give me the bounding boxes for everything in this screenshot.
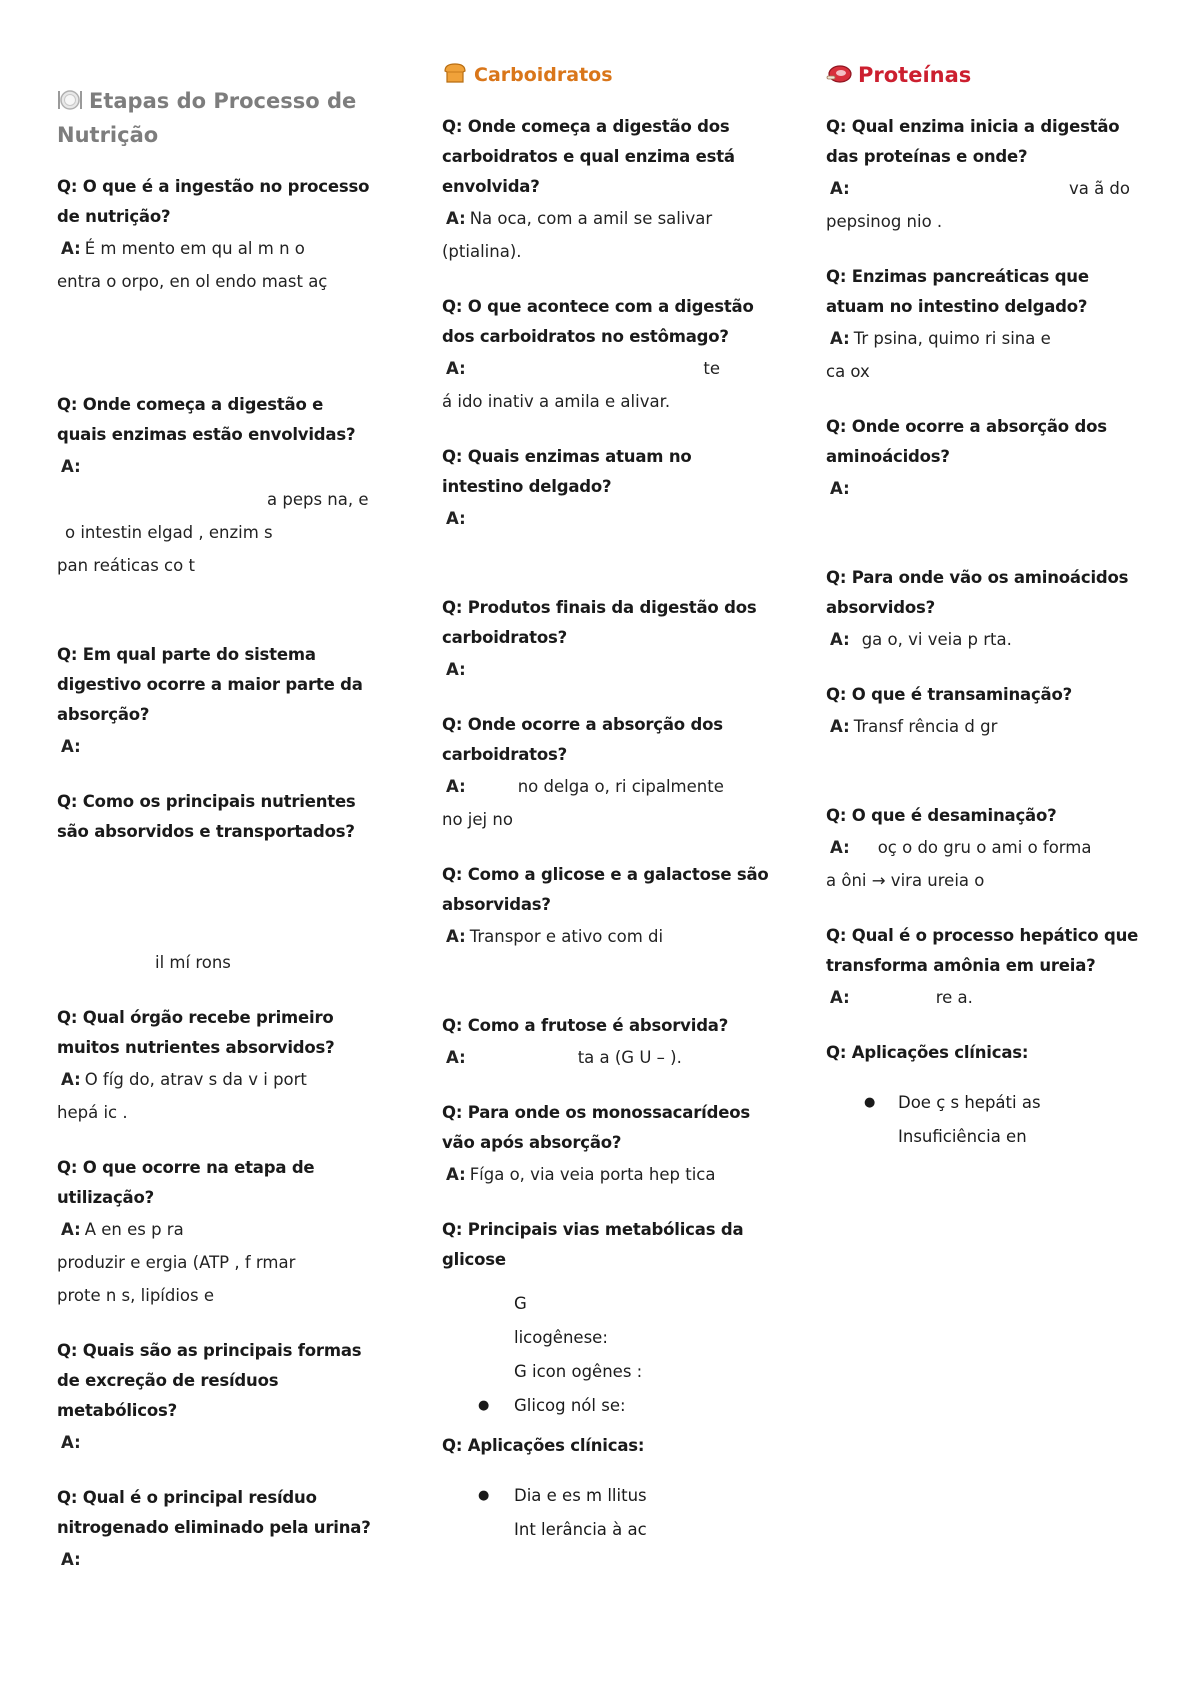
qa-item (826, 563, 1146, 656)
list-item: licogênese: (514, 1328, 608, 1347)
qa-item (442, 1011, 772, 1074)
column-etapas (57, 84, 377, 1600)
question: Q: Qual enzima inicia a digestão das proteínas e onde? (826, 117, 1120, 166)
qa-item (442, 1098, 772, 1191)
answer: A: (446, 509, 466, 528)
answer: A: Na oca, com a amil se salivar (ptialina). (442, 209, 713, 261)
answer: A: no delga o, ri cipalmente no jej no (442, 777, 724, 829)
column-carboidratos (442, 58, 772, 1571)
qa-item (826, 921, 1146, 1014)
answer: A: (61, 737, 81, 756)
list-item: ● Doe ç s hepáti as (826, 1086, 1146, 1120)
qa-item (826, 262, 1146, 388)
qa-item (57, 787, 377, 979)
question: Q: Qual é o principal resíduo nitrogenado eliminado pela urina? (57, 1488, 371, 1537)
answer: A: va ã do pepsinog nio . (826, 179, 1130, 231)
list-item: ● Dia e es m llitus (442, 1479, 772, 1513)
qa-item (442, 593, 772, 686)
question: Q: Produtos finais da digestão dos carboidratos? (442, 598, 757, 647)
question: Q: Qual é o processo hepático que transforma amônia em ureia? (826, 926, 1139, 975)
answer: A: oç o do gru o ami o forma a ôni → vira ureia o (826, 838, 1092, 890)
answer: A: Transf rência d gr (830, 717, 998, 736)
qa-item (57, 1153, 377, 1312)
qa-item (442, 860, 772, 987)
question: Q: O que é desaminação? (826, 806, 1057, 825)
qa-item (826, 112, 1146, 238)
section-title-text: Carboidratos (474, 64, 613, 86)
question: Q: Enzimas pancreáticas que atuam no intestino delgado? (826, 267, 1089, 316)
answer: A: Transpor e ativo com di (446, 927, 664, 946)
qa-item (826, 1038, 1146, 1154)
qa-item (57, 1483, 377, 1576)
answer: A: a peps na, e o intestin elgad , enzim s pan reáticas co t (57, 457, 369, 575)
question: Q: Onde começa a digestão dos carboidratos e qual enzima está envolvida? (442, 117, 735, 196)
question: Q: Como a glicose e a galactose são absorvidas? (442, 865, 769, 914)
question: Q: Quais são as principais formas de excreção de resíduos metabólicos? (57, 1341, 362, 1420)
list-item: Int lerância à ac (514, 1520, 647, 1539)
glicose-pathways-list (442, 1287, 772, 1423)
qa-item (57, 172, 377, 366)
section-title-proteinas (826, 58, 1146, 92)
question: Q: Para onde vão os aminoácidos absorvidos? (826, 568, 1129, 617)
qa-item (57, 1336, 377, 1459)
clinical-list (442, 1479, 772, 1547)
qa-item (442, 1431, 772, 1547)
question: Q: O que acontece com a digestão dos carboidratos no estômago? (442, 297, 754, 346)
qa-item (826, 801, 1146, 897)
qa-item (442, 710, 772, 836)
answer: il mí rons (155, 953, 231, 972)
qa-item (442, 442, 772, 569)
bread-icon (442, 62, 468, 84)
list-item: G icon ogênes : (514, 1362, 643, 1381)
question: Q: Onde começa a digestão e quais enzimas estão envolvidas? (57, 395, 356, 444)
qa-item (442, 1215, 772, 1423)
plate-fork-knife-icon (57, 89, 83, 111)
qa-item (442, 292, 772, 418)
qa-item (57, 640, 377, 763)
answer: A: Fíga o, via veia porta hep tica (446, 1165, 716, 1184)
question: Q: Como a frutose é absorvida? (442, 1016, 729, 1035)
clinical-list (826, 1086, 1146, 1154)
column-proteinas (826, 58, 1146, 1178)
question: Q: Aplicações clínicas: (826, 1043, 1029, 1062)
qa-item (57, 1003, 377, 1129)
question: Q: Onde ocorre a absorção dos aminoácidos? (826, 417, 1107, 466)
question: Q: Em qual parte do sistema digestivo ocorre a maior parte da absorção? (57, 645, 363, 724)
question: Q: O que é transaminação? (826, 685, 1072, 704)
answer: A: A en es p ra produzir e ergia (ATP , f rmar prote n s, lipídios e (57, 1220, 296, 1305)
question: Q: Para onde os monossacarídeos vão após absorção? (442, 1103, 750, 1152)
qa-item (442, 112, 772, 268)
section-title-text: Etapas do Processo de Nutrição (57, 89, 357, 147)
answer: A: É m mento em qu al m n o entra o orpo, en ol endo mast aç (57, 239, 328, 291)
question: Q: Aplicações clínicas: (442, 1436, 645, 1455)
answer: A: O fíg do, atrav s da v i port hepá ic . (57, 1070, 307, 1122)
section-title-text: Proteínas (858, 63, 972, 87)
answer: A: (830, 479, 850, 498)
answer: A: re a. (830, 988, 973, 1007)
list-item: Insuficiência en (898, 1127, 1027, 1146)
qa-item (57, 390, 377, 616)
section-title-carboidratos (442, 58, 772, 92)
answer: A: (61, 1433, 81, 1452)
list-item: ● Glicog nól se: (442, 1389, 772, 1423)
answer: A: (61, 1550, 81, 1569)
answer: A: ga o, vi veia p rta. (830, 630, 1012, 649)
question: Q: O que é a ingestão no processo de nutrição? (57, 177, 370, 226)
question: Q: Qual órgão recebe primeiro muitos nutrientes absorvidos? (57, 1008, 335, 1057)
list-item: G (514, 1294, 527, 1313)
answer: A: ta a (G U – ). (446, 1048, 682, 1067)
answer: A: te á ido inativ a amila e alivar. (442, 359, 720, 411)
qa-item (826, 412, 1146, 539)
question: Q: O que ocorre na etapa de utilização? (57, 1158, 315, 1207)
question: Q: Como os principais nutrientes são absorvidos e transportados? (57, 792, 356, 841)
question: Q: Principais vias metabólicas da glicose (442, 1220, 744, 1269)
meat-steak-icon (826, 63, 852, 85)
qa-item (826, 680, 1146, 777)
question: Q: Onde ocorre a absorção dos carboidratos? (442, 715, 723, 764)
answer: A: Tr psina, quimo ri sina e ca ox (826, 329, 1051, 381)
question: Q: Quais enzimas atuam no intestino delgado? (442, 447, 692, 496)
answer: A: (446, 660, 466, 679)
section-title-etapas (57, 84, 377, 152)
